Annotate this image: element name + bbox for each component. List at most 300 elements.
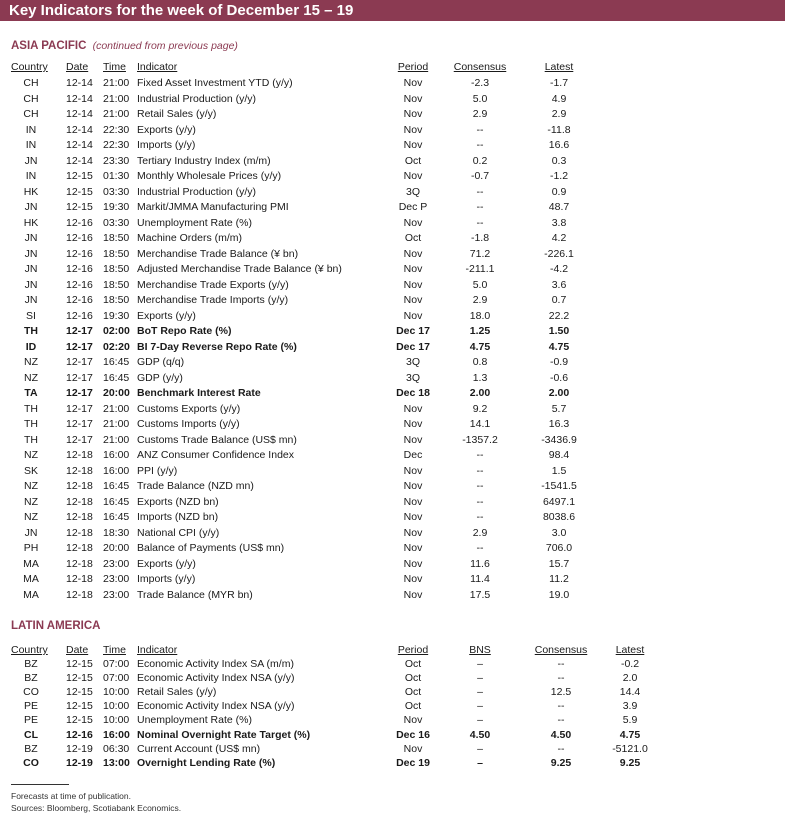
cell-latest: 48.7 — [548, 201, 570, 213]
cell-date: 12-15 — [66, 686, 93, 699]
cell-indicator: Exports (NZD bn) — [137, 495, 219, 508]
cell-indicator: Industrial Production (y/y) — [137, 92, 257, 105]
cell-time: 06:30 — [103, 742, 130, 755]
cell-indicator: Economic Activity Index NSA (y/y) — [137, 700, 295, 713]
cell-latest: 6497.1 — [542, 495, 576, 508]
cell-country: IN — [25, 170, 37, 182]
cell-period: Nov — [403, 526, 423, 539]
cell-date: 12-17 — [66, 387, 93, 399]
asia-title: ASIA PACIFIC — [11, 40, 87, 52]
cell-consensus: -- — [476, 495, 484, 508]
cell-latest: 3.6 — [551, 278, 567, 291]
cell-time: 13:00 — [103, 756, 130, 769]
table-row — [0, 542, 785, 556]
cell-indicator: Merchandise Trade Balance (¥ bn) — [137, 247, 299, 260]
cell-period: 3Q — [405, 356, 420, 368]
header-country: Country — [11, 61, 48, 73]
cell-bns: – — [477, 742, 483, 755]
cell-indicator: Tertiary Industry Index (m/m) — [137, 154, 271, 167]
cell-date: 12-16 — [66, 294, 93, 306]
cell-bns: – — [477, 686, 483, 699]
title-banner — [0, 0, 785, 21]
cell-consensus: 9.2 — [472, 402, 488, 415]
cell-date: 12-14 — [66, 154, 93, 167]
cell-date: 12-18 — [66, 526, 93, 539]
cell-country: SI — [26, 309, 36, 322]
cell-latest: -0.6 — [549, 371, 569, 384]
cell-consensus: -1.8 — [470, 232, 490, 244]
cell-period: 3Q — [405, 371, 420, 384]
cell-latest: 3.0 — [551, 526, 567, 539]
cell-date: 12-17 — [66, 418, 93, 430]
table-row — [0, 714, 785, 728]
cell-period: Nov — [403, 108, 423, 120]
cell-latest: 14.4 — [619, 686, 641, 699]
cell-period: Nov — [403, 247, 423, 260]
cell-time: 03:30 — [103, 185, 130, 198]
cell-time: 18:50 — [103, 294, 130, 306]
cell-period: Nov — [403, 418, 423, 430]
cell-latest: -1541.5 — [541, 480, 577, 492]
header-latest: Latest — [544, 61, 574, 73]
table-row — [0, 700, 785, 714]
table-row — [0, 170, 785, 184]
cell-indicator: Retail Sales (y/y) — [137, 686, 217, 699]
table-row — [0, 511, 785, 525]
cell-indicator: GDP (q/q) — [137, 356, 185, 368]
cell-latest: 22.2 — [548, 309, 570, 322]
cell-country: NZ — [24, 480, 38, 492]
table-row — [0, 496, 785, 510]
cell-consensus: -1357.2 — [462, 433, 498, 446]
cell-date: 12-18 — [66, 449, 93, 461]
table-row — [0, 155, 785, 169]
table-row — [0, 403, 785, 417]
cell-latest: 2.9 — [551, 108, 567, 120]
cell-time: 16:45 — [103, 356, 130, 368]
table-row — [0, 77, 785, 91]
cell-country: CH — [23, 92, 39, 105]
cell-consensus: 0.8 — [472, 356, 488, 368]
header-bns: BNS — [469, 644, 491, 656]
cell-indicator: Imports (y/y) — [137, 139, 196, 151]
cell-date: 12-17 — [66, 371, 93, 384]
cell-indicator: Industrial Production (y/y) — [137, 185, 257, 198]
cell-country: PH — [23, 542, 39, 554]
cell-indicator: Economic Activity Index NSA (y/y) — [137, 672, 295, 685]
cell-period: Nov — [403, 511, 423, 523]
cell-time: 10:00 — [103, 714, 130, 727]
cell-indicator: PPI (y/y) — [137, 464, 178, 477]
cell-bns: – — [477, 658, 483, 670]
cell-country: ID — [25, 340, 37, 353]
cell-consensus: -- — [476, 480, 484, 492]
cell-time: 23:30 — [103, 154, 130, 167]
cell-country: JN — [24, 526, 38, 539]
cell-country: NZ — [24, 449, 38, 461]
cell-consensus: 1.25 — [469, 325, 491, 337]
cell-time: 07:00 — [103, 672, 130, 685]
cell-date: 12-14 — [66, 139, 93, 151]
cell-country: JN — [24, 154, 38, 167]
cell-indicator: Current Account (US$ mn) — [137, 742, 261, 755]
cell-bns: – — [477, 672, 483, 685]
cell-consensus: 1.3 — [472, 371, 488, 384]
cell-consensus: 17.5 — [469, 588, 491, 601]
cell-period: Nov — [403, 170, 423, 182]
cell-latest: 0.9 — [551, 185, 567, 198]
cell-indicator: Trade Balance (NZD mn) — [137, 480, 254, 492]
cell-country: BZ — [24, 742, 38, 755]
cell-date: 12-14 — [66, 92, 93, 105]
cell-period: Oct — [404, 154, 422, 167]
cell-date: 12-14 — [66, 77, 93, 89]
cell-latest: 16.3 — [548, 418, 570, 430]
cell-period: Nov — [403, 402, 423, 415]
cell-time: 10:00 — [103, 686, 130, 699]
cell-period: Dec — [403, 449, 423, 461]
cell-indicator: Trade Balance (MYR bn) — [137, 588, 253, 601]
cell-consensus: -- — [557, 700, 565, 713]
cell-date: 12-17 — [66, 325, 93, 337]
cell-time: 18:50 — [103, 232, 130, 244]
cell-period: Nov — [403, 123, 423, 136]
cell-time: 03:30 — [103, 216, 130, 229]
table-row — [0, 201, 785, 215]
cell-country: TH — [24, 433, 38, 446]
latam-title: LATIN AMERICA — [11, 620, 101, 632]
page-title: Key Indicators for the week of December 15 – 19 — [9, 2, 354, 19]
header-date: Date — [66, 61, 89, 73]
cell-date: 12-18 — [66, 588, 93, 601]
asia-subtitle: (continued from previous page) — [92, 40, 238, 52]
cell-country: IN — [25, 123, 37, 136]
cell-time: 07:00 — [103, 658, 130, 670]
cell-date: 12-15 — [66, 700, 93, 713]
header-period: Period — [397, 644, 429, 656]
cell-consensus: -- — [476, 464, 484, 477]
cell-indicator: Exports (y/y) — [137, 309, 196, 322]
table-row — [0, 139, 785, 153]
cell-country: BZ — [24, 658, 38, 670]
cell-period: Nov — [403, 542, 423, 554]
cell-country: TH — [24, 418, 38, 430]
table-row — [0, 325, 785, 339]
cell-time: 16:45 — [103, 511, 130, 523]
cell-date: 12-15 — [66, 201, 93, 213]
cell-time: 18:50 — [103, 278, 130, 291]
cell-country: TH — [24, 325, 38, 337]
table-row — [0, 217, 785, 231]
table-row — [0, 232, 785, 246]
cell-time: 18:50 — [103, 263, 130, 275]
cell-latest: 15.7 — [548, 557, 570, 570]
cell-time: 18:30 — [103, 526, 130, 539]
cell-date: 12-16 — [66, 232, 93, 244]
table-row — [0, 108, 785, 122]
table-row — [0, 573, 785, 587]
cell-period: Nov — [403, 573, 423, 585]
cell-consensus: 2.00 — [469, 387, 491, 399]
cell-consensus: 14.1 — [469, 418, 491, 430]
cell-latest: -0.9 — [549, 356, 569, 368]
cell-time: 21:00 — [103, 418, 130, 430]
cell-time: 02:20 — [103, 340, 130, 353]
cell-indicator: Retail Sales (y/y) — [137, 108, 217, 120]
cell-time: 21:00 — [103, 402, 130, 415]
cell-time: 23:00 — [103, 588, 130, 601]
cell-time: 16:00 — [103, 449, 130, 461]
cell-consensus: 11.6 — [470, 557, 490, 570]
table-row — [0, 372, 785, 386]
cell-period: Oct — [404, 700, 422, 713]
cell-latest: 4.9 — [551, 92, 567, 105]
header-time: Time — [103, 644, 126, 656]
cell-country: NZ — [24, 495, 38, 508]
cell-country: MA — [23, 588, 39, 601]
cell-latest: 3.8 — [551, 216, 567, 229]
table-row — [0, 658, 785, 672]
cell-latest: 16.6 — [548, 139, 570, 151]
cell-latest: -4.2 — [549, 263, 569, 275]
cell-consensus: -211.1 — [465, 263, 495, 275]
header-country: Country — [11, 644, 48, 656]
cell-time: 16:45 — [103, 371, 130, 384]
cell-time: 16:45 — [103, 495, 130, 508]
cell-time: 21:00 — [103, 77, 130, 89]
cell-indicator: Exports (y/y) — [137, 123, 196, 136]
cell-period: Oct — [404, 232, 422, 244]
cell-period: Nov — [403, 480, 423, 492]
cell-latest: 4.2 — [551, 232, 567, 244]
section-title-asia — [11, 40, 238, 52]
footnote-sources: Sources: Bloomberg, Scotiabank Economics. — [11, 803, 182, 813]
cell-indicator: ANZ Consumer Confidence Index — [137, 449, 294, 461]
cell-bns: – — [477, 700, 483, 713]
cell-time: 21:00 — [103, 92, 130, 105]
cell-consensus: 12.5 — [550, 686, 572, 699]
cell-time: 01:30 — [103, 170, 130, 182]
cell-country: IN — [25, 139, 37, 151]
cell-country: JN — [24, 232, 38, 244]
cell-consensus: 71.2 — [469, 247, 491, 260]
cell-date: 12-16 — [66, 309, 93, 322]
cell-indicator: Benchmark Interest Rate — [137, 387, 261, 399]
cell-date: 12-15 — [66, 658, 93, 670]
cell-period: Nov — [403, 278, 423, 291]
cell-date: 12-17 — [66, 402, 93, 415]
header-indicator: Indicator — [137, 644, 178, 656]
cell-indicator: Economic Activity Index SA (m/m) — [137, 658, 294, 670]
cell-date: 12-18 — [66, 464, 93, 477]
cell-period: Oct — [404, 658, 422, 670]
asia-header-row — [0, 61, 785, 75]
cell-date: 12-16 — [66, 728, 93, 741]
cell-period: Dec 18 — [396, 387, 430, 399]
header-indicator: Indicator — [137, 61, 178, 73]
cell-period: Oct — [404, 672, 422, 685]
cell-consensus: 11.4 — [470, 573, 490, 585]
cell-period: Nov — [403, 216, 423, 229]
cell-consensus: 5.0 — [472, 92, 488, 105]
cell-date: 12-19 — [66, 742, 93, 755]
table-row — [0, 757, 785, 771]
cell-indicator: Balance of Payments (US$ mn) — [137, 542, 285, 554]
cell-period: Dec 17 — [396, 325, 430, 337]
cell-date: 12-15 — [66, 170, 93, 182]
table-row — [0, 686, 785, 700]
cell-latest: 2.00 — [548, 387, 570, 399]
cell-latest: 1.50 — [548, 325, 570, 337]
cell-time: 23:00 — [103, 557, 130, 570]
cell-latest: -226.1 — [544, 247, 574, 260]
cell-latest: -11.8 — [547, 123, 571, 136]
cell-date: 12-18 — [66, 511, 93, 523]
cell-time: 16:00 — [103, 728, 130, 741]
cell-time: 23:00 — [103, 573, 130, 585]
cell-latest: 4.75 — [619, 728, 641, 741]
cell-latest: 8038.6 — [542, 511, 576, 523]
table-row — [0, 465, 785, 479]
cell-consensus: -- — [476, 201, 484, 213]
cell-country: HK — [23, 216, 39, 229]
cell-country: CO — [23, 686, 39, 699]
cell-bns: – — [477, 756, 483, 769]
table-row — [0, 387, 785, 401]
cell-consensus: -- — [476, 123, 484, 136]
cell-indicator: BoT Repo Rate (%) — [137, 325, 232, 337]
cell-indicator: Markit/JMMA Manufacturing PMI — [137, 201, 289, 213]
cell-period: 3Q — [405, 185, 420, 198]
cell-country: CO — [23, 756, 39, 769]
cell-latest: 9.25 — [619, 756, 641, 769]
cell-latest: 2.0 — [622, 672, 638, 685]
cell-period: Nov — [403, 495, 423, 508]
cell-latest: 1.5 — [551, 464, 567, 477]
cell-date: 12-16 — [66, 278, 93, 291]
cell-consensus: -- — [476, 542, 484, 554]
cell-consensus: 9.25 — [550, 756, 572, 769]
cell-country: TH — [24, 402, 38, 415]
header-time: Time — [103, 61, 126, 73]
table-row — [0, 186, 785, 200]
table-row — [0, 527, 785, 541]
section-title-latam — [11, 620, 100, 632]
cell-period: Dec P — [398, 201, 428, 213]
cell-time: 20:00 — [103, 387, 130, 399]
cell-latest: 4.75 — [548, 340, 570, 353]
cell-consensus: 0.2 — [472, 154, 488, 167]
table-row — [0, 434, 785, 448]
cell-indicator: Adjusted Merchandise Trade Balance (¥ bn) — [137, 263, 342, 275]
cell-period: Nov — [403, 139, 423, 151]
cell-time: 18:50 — [103, 247, 130, 260]
cell-period: Nov — [403, 77, 423, 89]
cell-latest: -0.2 — [620, 658, 640, 670]
cell-country: CH — [23, 108, 39, 120]
cell-indicator: Overnight Lending Rate (%) — [137, 756, 276, 769]
cell-date: 12-16 — [66, 263, 93, 275]
cell-date: 12-18 — [66, 480, 93, 492]
cell-date: 12-17 — [66, 340, 93, 353]
cell-indicator: GDP (y/y) — [137, 371, 183, 384]
cell-latest: -5121.0 — [612, 742, 648, 755]
cell-country: JN — [24, 247, 38, 260]
table-row — [0, 418, 785, 432]
cell-latest: 5.9 — [622, 714, 638, 727]
cell-country: NZ — [24, 511, 38, 523]
cell-date: 12-14 — [66, 108, 93, 120]
cell-consensus: 4.50 — [550, 728, 572, 741]
cell-country: BZ — [24, 672, 38, 685]
cell-consensus: -0.7 — [470, 170, 490, 182]
cell-period: Nov — [403, 263, 423, 275]
cell-indicator: Exports (y/y) — [137, 557, 196, 570]
cell-consensus: 2.9 — [472, 526, 488, 539]
footnote-rule — [11, 784, 69, 785]
cell-indicator: Customs Imports (y/y) — [137, 418, 240, 430]
cell-period: Nov — [403, 714, 423, 727]
cell-indicator: Customs Exports (y/y) — [137, 402, 241, 415]
cell-date: 12-17 — [66, 356, 93, 368]
cell-indicator: BI 7-Day Reverse Repo Rate (%) — [137, 340, 297, 353]
cell-country: JN — [24, 278, 38, 291]
cell-indicator: Fixed Asset Investment YTD (y/y) — [137, 77, 293, 89]
cell-latest: 19.0 — [548, 588, 570, 601]
cell-consensus: -- — [557, 672, 565, 685]
cell-date: 12-14 — [66, 123, 93, 136]
footnote-forecasts: Forecasts at time of publication. — [11, 791, 132, 801]
cell-consensus: -- — [557, 714, 565, 727]
cell-country: HK — [23, 185, 39, 198]
cell-latest: 706.0 — [545, 542, 573, 554]
cell-date: 12-18 — [66, 557, 93, 570]
cell-consensus: 2.9 — [472, 108, 488, 120]
cell-indicator: Nominal Overnight Rate Target (%) — [137, 728, 311, 741]
cell-period: Nov — [403, 309, 423, 322]
cell-time: 19:30 — [103, 309, 130, 322]
cell-time: 16:00 — [103, 464, 130, 477]
cell-time: 22:30 — [103, 139, 130, 151]
table-row — [0, 743, 785, 757]
cell-latest: 5.7 — [551, 402, 567, 415]
table-row — [0, 672, 785, 686]
cell-consensus: -- — [476, 185, 484, 198]
header-date: Date — [66, 644, 89, 656]
cell-country: MA — [23, 557, 39, 570]
cell-indicator: Machine Orders (m/m) — [137, 232, 243, 244]
cell-country: MA — [23, 573, 39, 585]
cell-period: Nov — [403, 464, 423, 477]
cell-date: 12-18 — [66, 573, 93, 585]
cell-time: 02:00 — [103, 325, 130, 337]
cell-indicator: Merchandise Trade Imports (y/y) — [137, 294, 289, 306]
cell-country: PE — [23, 714, 38, 727]
cell-indicator: Merchandise Trade Exports (y/y) — [137, 278, 289, 291]
table-row — [0, 589, 785, 603]
header-consensus: Consensus — [453, 61, 507, 73]
cell-time: 16:45 — [103, 480, 130, 492]
cell-date: 12-18 — [66, 542, 93, 554]
cell-bns: – — [477, 714, 483, 727]
cell-indicator: Imports (y/y) — [137, 573, 196, 585]
cell-time: 21:00 — [103, 433, 130, 446]
cell-date: 12-15 — [66, 185, 93, 198]
cell-date: 12-17 — [66, 433, 93, 446]
cell-indicator: Unemployment Rate (%) — [137, 216, 252, 229]
cell-latest: -1.7 — [549, 77, 569, 89]
cell-indicator: Customs Trade Balance (US$ mn) — [137, 433, 297, 446]
